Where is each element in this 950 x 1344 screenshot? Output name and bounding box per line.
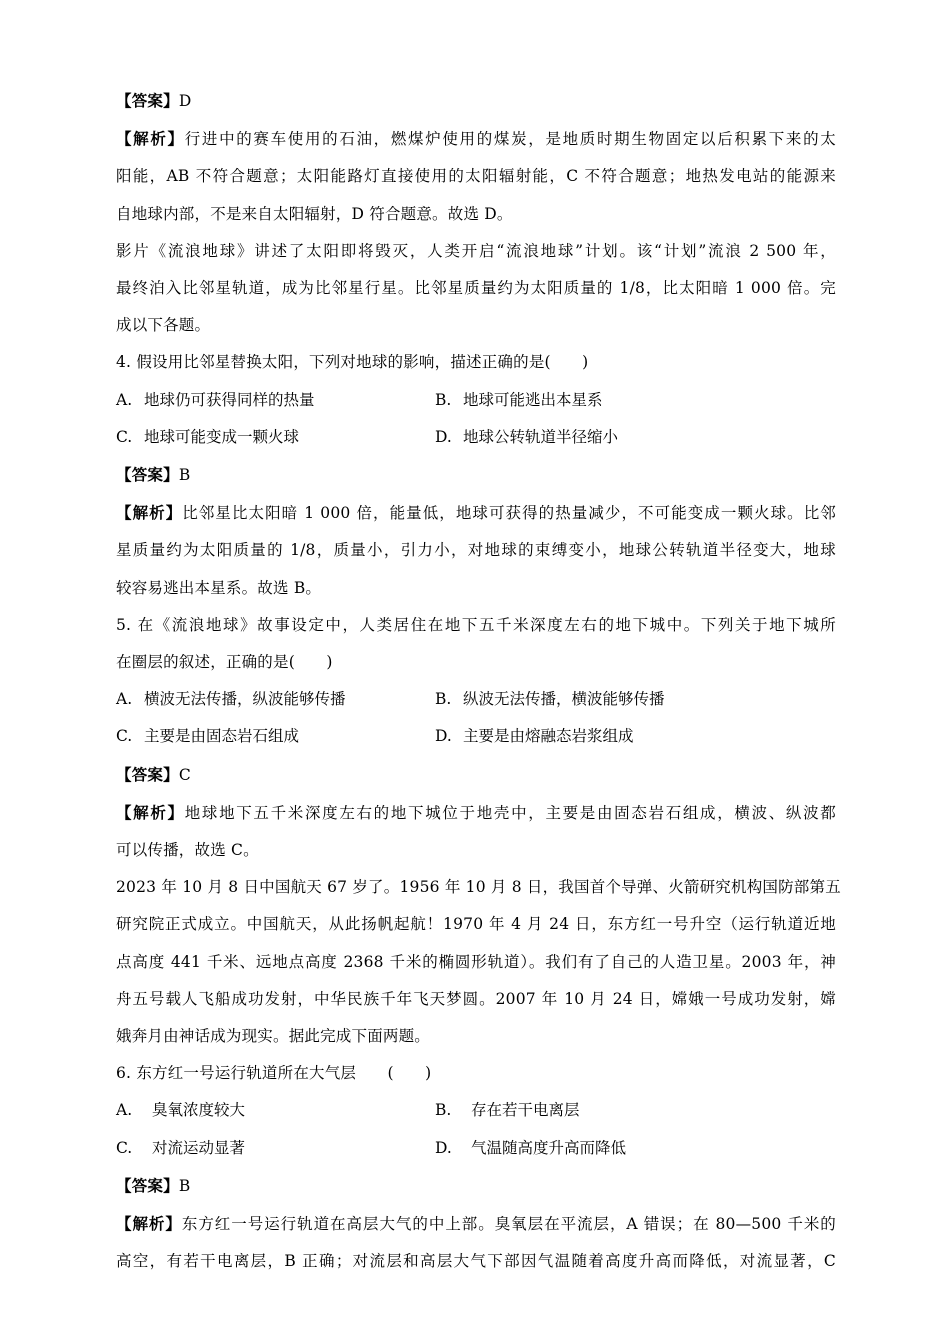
question-stem: 在圈层的叙述，正确的是( ) bbox=[116, 653, 333, 672]
option-text: 地球可能逃出本星系 bbox=[463, 390, 603, 409]
analysis-label: 【解析】 bbox=[116, 503, 183, 523]
option-d bbox=[435, 1130, 626, 1167]
answer-label: 【答案】 bbox=[116, 764, 179, 784]
answer-line bbox=[116, 456, 836, 494]
option-text: 存在若干电离层 bbox=[471, 1101, 580, 1120]
analysis-line bbox=[116, 494, 836, 532]
option-letter: C. bbox=[116, 427, 133, 446]
options-row bbox=[116, 1092, 836, 1129]
analysis-label: 【解析】 bbox=[116, 1214, 182, 1234]
option-letter: C. bbox=[116, 1138, 133, 1157]
option-text: 地球可能变成一颗火球 bbox=[144, 427, 300, 446]
material-line: 成以下各题。 bbox=[116, 316, 211, 335]
question-stem: 4. 假设用比邻星替换太阳，下列对地球的影响，描述正确的是( ) bbox=[116, 353, 589, 372]
answer-value: B bbox=[178, 466, 191, 485]
analysis-line: 可以传播，故选 C。 bbox=[116, 841, 259, 860]
options-row bbox=[116, 382, 836, 419]
document-page bbox=[116, 82, 841, 1281]
option-text: 主要是由熔融态岩浆组成 bbox=[463, 727, 634, 746]
option-letter: C. bbox=[116, 727, 133, 746]
analysis-text: 比邻星比太阳暗 1 000 倍，能量低，地球可获得的热量减少，不可能变成一颗火球。比邻 bbox=[182, 504, 836, 523]
material-line: 影片《流浪地球》讲述了太阳即将毁灭，人类开启“流浪地球”计划。该“计划”流浪 2 500 年， bbox=[116, 241, 836, 260]
question-stem: 5. 在《流浪地球》故事设定中，人类居住在地下五千米深度左右的地下城中。下列关于地下城所 bbox=[116, 615, 836, 634]
options-row bbox=[116, 1130, 836, 1167]
answer-label: 【答案】 bbox=[116, 465, 179, 485]
option-text: 臭氧浓度较大 bbox=[152, 1101, 246, 1120]
answer-line bbox=[116, 82, 836, 120]
answer-value: B bbox=[178, 1176, 191, 1195]
analysis-line: 高空，有若干电离层，B 正确；对流层和高层大气下部因气温随着高度升高而降低，对流显著，C bbox=[116, 1252, 836, 1271]
analysis-text: 东方红一号运行轨道在高层大气的中上部。臭氧层在平流层，A 错误；在 80—500 千米的 bbox=[181, 1215, 836, 1234]
analysis-line bbox=[116, 120, 836, 158]
answer-line bbox=[116, 756, 836, 794]
option-c bbox=[116, 419, 435, 456]
material-line: 研究院正式成立。中国航天，从此扬帆起航！1970 年 4 月 24 日，东方红一号升空（运行轨道近地 bbox=[116, 915, 836, 934]
answer-label: 【答案】 bbox=[116, 91, 179, 110]
analysis-line: 较容易逃出本星系。故选 B。 bbox=[116, 578, 322, 597]
option-a bbox=[116, 382, 435, 419]
option-letter: A. bbox=[116, 390, 133, 409]
material-line: 舟五号载人飞船成功发射，中华民族千年飞天梦圆。2007 年 10 月 24 日，嫦娥一号成功发射，嫦 bbox=[116, 989, 836, 1008]
analysis-line: 阳能，AB 不符合题意；太阳能路灯直接使用的太阳辐射能，C 不符合题意；地热发电站的能源来 bbox=[116, 167, 836, 186]
analysis-line bbox=[116, 1205, 836, 1243]
answer-line bbox=[116, 1167, 836, 1205]
option-text: 地球仍可获得同样的热量 bbox=[144, 390, 315, 409]
option-letter: A. bbox=[116, 1101, 133, 1120]
option-a bbox=[116, 681, 435, 718]
material-line: 点高度 441 千米、远地点高度 2368 千米的椭圆形轨道）。我们有了自己的人造卫星。2003 年，神 bbox=[116, 952, 836, 971]
analysis-line: 自地球内部，不是来自太阳辐射，D 符合题意。故选 D。 bbox=[116, 204, 513, 223]
option-text: 主要是由固态岩石组成 bbox=[144, 727, 300, 746]
option-b bbox=[435, 382, 603, 419]
option-letter: B. bbox=[435, 390, 452, 409]
option-letter: B. bbox=[435, 690, 452, 709]
analysis-label: 【解析】 bbox=[116, 802, 185, 822]
option-b bbox=[435, 681, 665, 718]
analysis-text: 地球地下五千米深度左右的地下城位于地壳中，主要是由固态岩石组成，横波、纵波都 bbox=[184, 803, 836, 822]
option-letter: A. bbox=[116, 690, 133, 709]
options-row bbox=[116, 419, 836, 456]
option-c bbox=[116, 1130, 435, 1167]
analysis-line: 星质量约为太阳质量的 1/8，质量小，引力小，对地球的束缚变小，地球公转轨道半径变大，地球 bbox=[116, 541, 836, 560]
option-b bbox=[435, 1092, 580, 1129]
answer-label: 【答案】 bbox=[116, 1175, 179, 1195]
option-text: 对流运动显著 bbox=[152, 1138, 246, 1157]
material-line: 娥奔月由神话成为现实。据此完成下面两题。 bbox=[116, 1027, 431, 1046]
option-letter: D. bbox=[435, 427, 452, 446]
option-text: 气温随高度升高而降低 bbox=[471, 1138, 627, 1157]
question-stem: 6. 东方红一号运行轨道所在大气层 ( ) bbox=[116, 1064, 432, 1083]
analysis-label: 【解析】 bbox=[116, 129, 185, 149]
option-c bbox=[116, 718, 435, 755]
option-a bbox=[116, 1092, 435, 1129]
options-row bbox=[116, 718, 836, 755]
option-d bbox=[435, 718, 634, 755]
analysis-line bbox=[116, 794, 836, 832]
answer-value: C bbox=[178, 765, 191, 784]
option-letter: D. bbox=[435, 1138, 452, 1157]
material-line: 2023 年 10 月 8 日中国航天 67 岁了。1956 年 10 月 8 日，我国首个导弹、火箭研究机构国防部第五 bbox=[116, 878, 841, 897]
material-line: 最终泊入比邻星轨道，成为比邻星行星。比邻星质量约为太阳质量的 1/8，比太阳暗 1 000 倍。完 bbox=[116, 279, 836, 298]
answer-value: D bbox=[178, 92, 192, 110]
analysis-text: 行进中的赛车使用的石油，燃煤炉使用的煤炭，是地质时期生物固定以后积累下来的太 bbox=[184, 130, 836, 149]
option-letter: B. bbox=[435, 1101, 452, 1120]
option-text: 横波无法传播，纵波能够传播 bbox=[144, 690, 346, 709]
option-text: 地球公转轨道半径缩小 bbox=[463, 427, 619, 446]
options-row bbox=[116, 681, 836, 718]
option-text: 纵波无法传播，横波能够传播 bbox=[463, 690, 665, 709]
option-d bbox=[435, 419, 618, 456]
option-letter: D. bbox=[435, 727, 452, 746]
